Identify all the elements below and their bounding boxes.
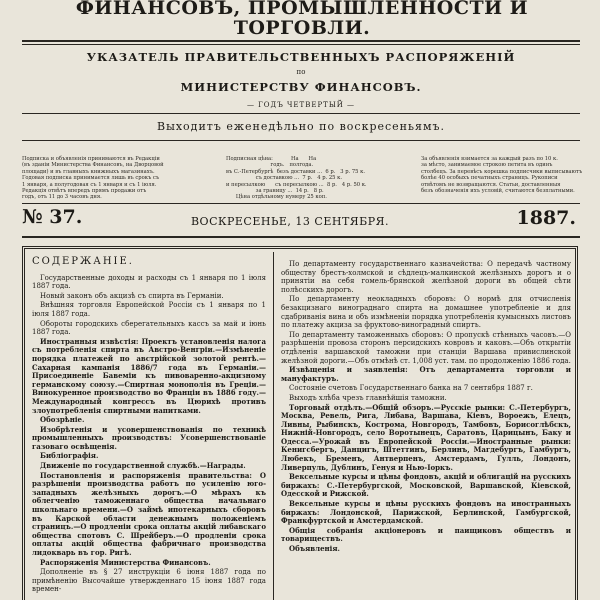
- contents-entry: Внѣшняя торговля Европейской Россіи съ 1 января по 1 іюля 1887 года.: [32, 301, 266, 318]
- masthead-title: ФИНАНСОВЪ, ПРОМЫШЛЕННОСТИ И ТОРГОВЛИ.: [75, 0, 529, 39]
- issue-rule-top: [22, 203, 580, 204]
- contents-right-column: [281, 260, 571, 555]
- issue-year: 1887.: [516, 207, 576, 229]
- issue-date: ВОСКРЕСЕНЬЕ, 13 СЕНТЯБРЯ.: [190, 215, 390, 228]
- subscription-info: Подписка и объявленія принимаются въ Редакціи (въ зданіи Министерства Финансовъ, на Дворцовой площади) и въ главныхъ книжныхъ магазинахъ. Годовая подписка принимается лишь въ срокъ съ 1 января, а полугодовая съ 1 января и съ 1 іюля. Редакція отвѣтъ впередъ прямъ продажи отъ годъ, отъ 11 до 3 часовъ дня.: [22, 156, 164, 201]
- masthead-subtitle: УКАЗАТЕЛЬ ПРАВИТЕЛЬСТВЕННЫХЪ РАСПОРЯЖЕНІЙ: [86, 50, 516, 64]
- weekly-rule-top: [22, 113, 580, 114]
- contents-entry: Изобрѣтенія и усовершенствованія по техникѣ промышленныхъ производствъ: Усовершенствованіе газоваго освѣщенія.: [32, 424, 266, 451]
- contents-entry: Распоряженія Министерства Финансовъ.: [40, 557, 211, 567]
- contents-entry: Вексельные курсы и цѣны русскихъ фондовъ на иностранныхъ биржахъ: Лондонской, Парижской, Берлинской, Гамбургской, Франкфуртской и Амстердамской.: [281, 499, 571, 526]
- contents-entry: Общія собранія акціонеровъ и паищиковъ обществъ и товариществъ.: [281, 525, 571, 544]
- contents-entry: Постановленія и распоряженія правительства: О разрѣшеніи производства работъ по усиленію юго-западныхъ желѣзныхъ дорогъ.—О мѣрахъ къ облегченію таможеннаго общества начальнаго школьнаго времени.—О займѣ ипотекарныхъ сборовъ въ Карской области денежнымъ положеніемъ страницъ.—О продленіи срока оплаты акцій либавскаго общества спотовъ С. Шрейберъ.—О продленіи срока оплаты акцій общества фабричнаго производства лидокварь въ гор. Ригѣ.: [32, 470, 266, 557]
- contents-entry: По департаменту неокладныхъ сборовъ: О нормѣ для отчисленія безакцизнаго винограднаго спирта на домашнее употребленіе и для сдабриванія вина и объ измѣненіи порядка употребленія кумысныхъ листовъ по платежу акциза за фруктово-виноградный спиртъ.: [281, 295, 571, 330]
- contents-entry: Извѣщенія и заявленія: Отъ департамента торговли и мануфактуръ.: [281, 365, 571, 383]
- contents-entry: Выходъ хлѣба чрезъ главнѣйшія таможни.: [289, 393, 447, 402]
- contents-entry: Обороты городскихъ сберегательныхъ кассъ за май и іюнь 1887 года.: [32, 319, 266, 337]
- masthead-rule-top-thin: [22, 44, 580, 45]
- contents-entry: Обозрѣніе.: [40, 415, 85, 425]
- subscription-prices: Подписная цѣна: На На годъ. полгода. въ С.-Петербургѣ безъ доставки ... 6 р. 3 р. 75 к. съ доставкою ... 7 р. 4 р. 25 к. и пересылкою съ пересылкою ... 8 р. 4 р. 50 к. за границу ... 14 р. 8 р. Цѣна отдѣльному нумеру 25 коп.: [226, 156, 367, 201]
- contents-entry: Состояніе счетовъ Государственнаго банка на 7 сентября 1887 г.: [289, 384, 533, 393]
- masthead-ministry: МИНИСТЕРСТВУ ФИНАНСОВЪ.: [180, 80, 422, 94]
- year-line: — ГОДЪ ЧЕТВЕРТЫЙ —: [246, 101, 356, 109]
- contents-entry: Движеніе по государственной службѣ.—Награды.: [40, 461, 246, 471]
- advertisement-terms: За объявленія взимается за каждый разъ по 10 к. за мѣсто, занимаемое строкою петита въ одинъ столбецъ. За перевѣсъ корешка подписчики выписываютъ болѣе 40 особыхъ печатныхъ страницъ. Рукописи отвѣтомъ не возвращаются. Статьи, доставленныя безъ обозначенія ихъ условій, считаются безплатными.: [421, 156, 583, 195]
- contents-entry: По департаменту государственнаго казначейства: О передачѣ частному обществу брестъ-холмской и сѣдлецъ-малкинской желѣзныхъ дорогъ и о принятіи на себя гомель-брянской желѣзной дороги въ общей сѣти полѣсскихъ дорогъ.: [281, 260, 571, 294]
- issue-number: № 37.: [22, 206, 83, 228]
- contents-left-column: [32, 258, 266, 595]
- contents-entry: Новый законъ объ акцизѣ съ спирта въ Германіи.: [40, 291, 224, 300]
- contents-entry: Вексельные курсы и цѣны фондовъ, акцій и облигацій на русскихъ биржахъ: С.-Петербургской, Московской, Варшавской, Кіевской, Одесской и Рижской.: [281, 472, 571, 499]
- contents-entry: Объявленія.: [289, 544, 340, 553]
- masthead-rule-top: [22, 40, 580, 42]
- contents-entry: Дополненіе въ § 27 инструкціи 6 іюня 1887 года по примѣненію Высочайше утвержденнаго 15 іюня 1887 года времен-: [32, 568, 266, 594]
- issue-rule-bottom: [22, 236, 580, 238]
- contents-entry: По департаменту таможенныхъ сборовъ: О пропускѣ стѣнныхъ часовъ.—О разрѣшеніи провоза сторонъ персидскихъ ковровъ и каковъ.—Объ открытіи отдѣленія варшавской таможни при станціи Варшава привислинской желѣзной дороги.—Объ отмѣнѣ ст. 1,008 уст. там. по продолженію 1886 года.: [281, 330, 571, 365]
- contents-entry: Иностранныя извѣстія: Проектъ установленія налога съ потребленія спирта въ Австро-Венгріи.—Измѣненіе порядка платежей по австрійской золотой рентѣ.—Сахарная кампанія 1886/7 года въ Германіи.—Присоединеніе Бавеміи къ пивоваренно-акцизному германскому союзу.—Спиртная монополія въ Греціи.—Винокуренное производство во Франціи въ 1886 году.—Международный конгрессъ въ Цюрихѣ противъ злоупотребленія спиртными напитками.: [32, 336, 266, 415]
- weekly-rule-bottom: [22, 140, 580, 141]
- contents-entry: Библіографія.: [40, 451, 99, 461]
- masthead-subtitle-by: по: [296, 68, 306, 76]
- publication-frequency: Выходитъ еженедѣльно по воскресеньямъ.: [157, 120, 445, 133]
- column-separator: [273, 252, 274, 600]
- contents-entry: Государственные доходы и расходы съ 1 января по 1 іюля 1887 года.: [32, 273, 266, 291]
- contents-heading: СОДЕРЖАНІЕ.: [32, 256, 134, 267]
- contents-entry: Торговый отдѣлъ.—Общій обзоръ.—Русскіе рынки: С.-Петербургъ, Москва, Ревель, Рига, Либава, Варшава, Кіевъ, Вороежъ, Елецъ, Ливны, Рыбинскъ, Кострома, Новгородъ, Тамбовъ, Борисоглѣбскъ, Нижній-Новгородъ, село Воротынецъ, Саратовъ, Царицынъ, Баку и Одесса.—Урожай въ Европейской Россіи.—Иностранные рынки: Кенигсбергъ, Данцигъ, Штеттинъ, Берлинъ, Магдебургъ, Гамбургъ, Любекъ, Бременъ, Антверпенъ, Амстердамъ, Гулль, Лондонъ, Ливерпуль, Дублинъ, Генуя и Нью-Іоркъ.: [281, 402, 571, 472]
